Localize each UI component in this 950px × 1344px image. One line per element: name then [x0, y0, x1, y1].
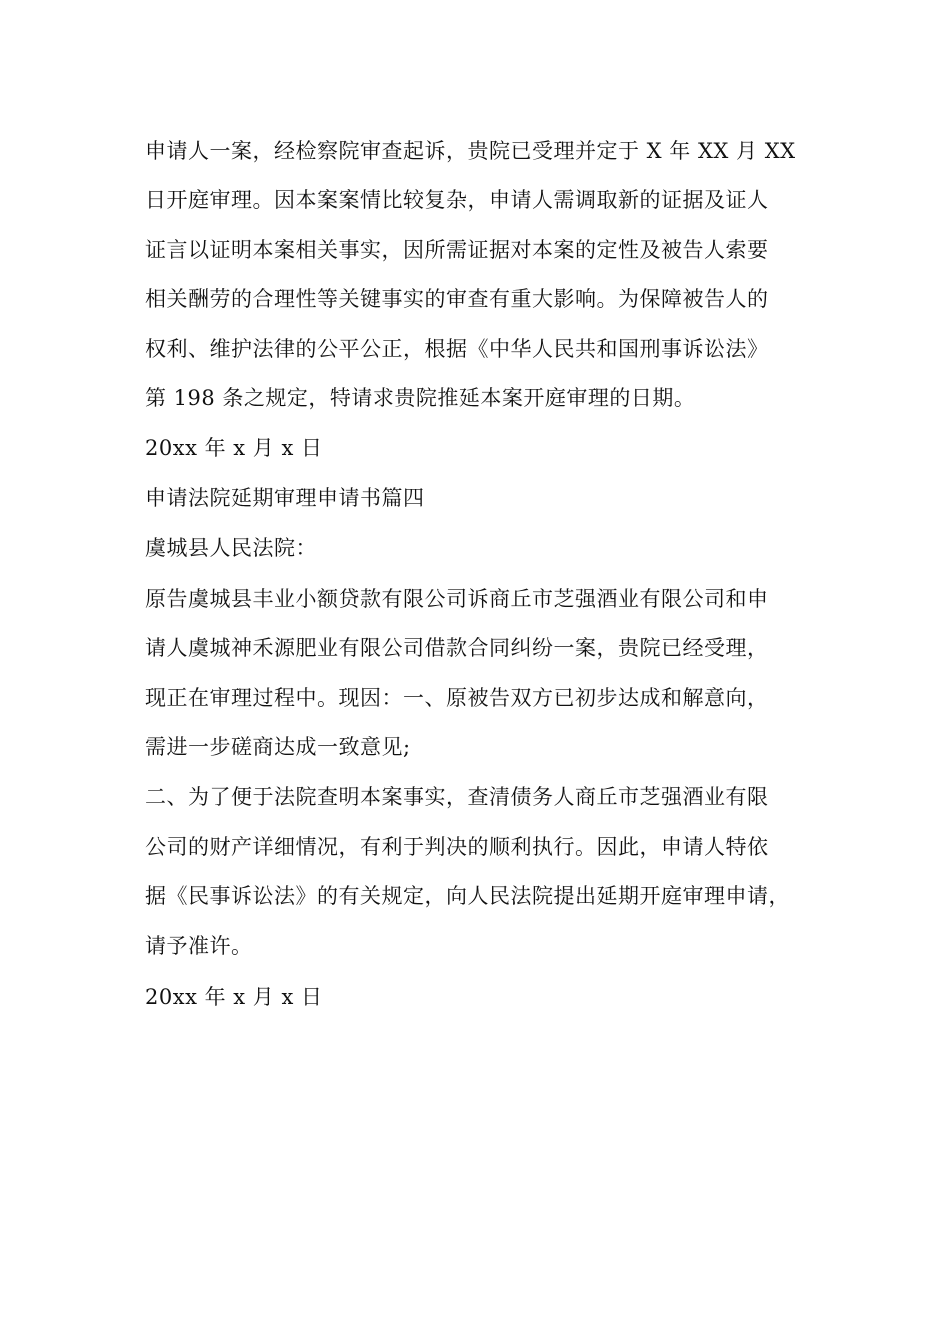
paragraph-2-line-2: 请人虞城神禾源肥业有限公司借款合同纠纷一案，贵院已经受理，: [145, 636, 769, 660]
paragraph-2-line-3: 现正在审理过程中。现因：一、原被告双方已初步达成和解意向，: [145, 686, 769, 710]
paragraph-1-line-2: 日开庭审理。因本案案情比较复杂，申请人需调取新的证据及证人: [145, 188, 769, 212]
paragraph-2-line-1: 原告虞城县丰业小额贷款有限公司诉商丘市芝强酒业有限公司和申: [145, 587, 769, 611]
paragraph-3-line-3: 据《民事诉讼法》的有关规定，向人民法院提出延期开庭审理申请，: [145, 884, 790, 908]
date-line-2: 20xx 年 x 月 x 日: [145, 985, 323, 1009]
paragraph-1-line-1: 申请人一案，经检察院审查起诉，贵院已受理并定于 X 年 XX 月 XX: [145, 139, 796, 163]
paragraph-1-line-4: 相关酬劳的合理性等关键事实的审查有重大影响。为保障被告人的: [145, 287, 769, 311]
paragraph-1-line-5: 权利、维护法律的公平公正，根据《中华人民共和国刑事诉讼法》: [145, 337, 769, 361]
paragraph-3-line-1: 二、为了便于法院查明本案事实，查清债务人商丘市芝强酒业有限: [145, 785, 769, 809]
paragraph-1-line-6: 第 198 条之规定，特请求贵院推延本案开庭审理的日期。: [145, 386, 696, 410]
addressee: 虞城县人民法院：: [145, 536, 317, 560]
paragraph-3-line-2: 公司的财产详细情况，有利于判决的顺利执行。因此，申请人特依: [145, 835, 769, 859]
paragraph-1-line-3: 证言以证明本案相关事实，因所需证据对本案的定性及被告人索要: [145, 238, 769, 262]
paragraph-3-line-4: 请予准许。: [145, 934, 253, 958]
paragraph-2-line-4: 需进一步磋商达成一致意见;: [145, 735, 411, 759]
date-line-1: 20xx 年 x 月 x 日: [145, 436, 323, 460]
section-title: 申请法院延期审理申请书篇四: [145, 486, 425, 510]
